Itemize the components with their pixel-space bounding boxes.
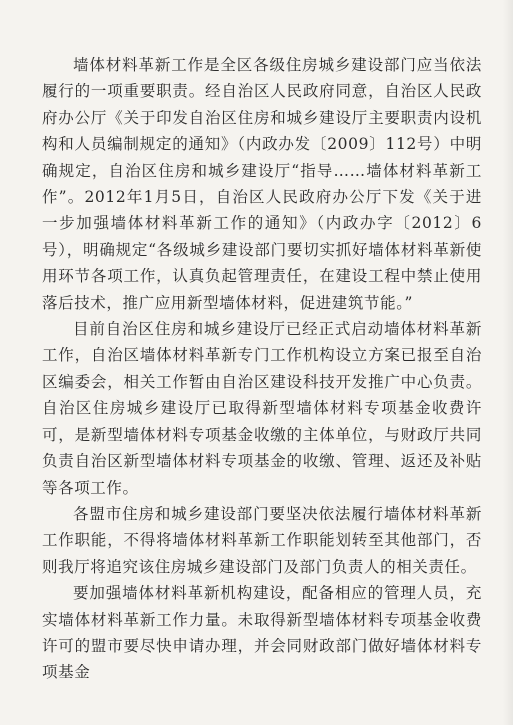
scan-edge-shadow <box>503 0 513 725</box>
paragraph-1: 墙体材料革新工作是全区各级住房城乡建设部门应当依法履行的一项重要职责。经自治区人民政府同意，自治区人民政府办公厅《关于印发自治区住房和城乡建设厅主要职责内设机构和人员编制规定的通知》（内政办发〔2009〕112号）中明确规定，自治区住房和城乡建设厅“指导……墙体材料革新工作”。2012年1月5日，自治区人民政府办公厅下发《关于进一步加强墙体材料革新工作的通知》（内政办字〔2012〕6号），明确规定“各级城乡建设部门要切实抓好墙体材料革新使用环节各项工作，认真负起管理责任，在建设工程中禁止使用落后技术，推广应用新型墙体材料，促进建筑节能。” <box>42 56 482 312</box>
document-body <box>42 52 482 686</box>
paragraph-2: 目前自治区住房和城乡建设厅已经正式启动墙体材料革新工作，自治区墙体材料革新专门工作机构设立方案已报至自治区编委会，相关工作暂由自治区建设科技开发推广中心负责。自治区住房城乡建设厅已取得新型墙体材料专项基金收费许可，是新型墙体材料专项基金收缴的主体单位，与财政厅共同负责自治区新型墙体材料专项基金的收缴、管理、返还及补贴等各项工作。 <box>42 320 482 497</box>
paragraph-3: 各盟市住房和城乡建设部门要坚决依法履行墙体材料革新工作职能，不得将墙体材料革新工作职能划转至其他部门，否则我厅将追究该住房城乡建设部门及部门负责人的相关责任。 <box>42 504 482 576</box>
paragraph-4: 要加强墙体材料革新机构建设，配备相应的管理人员，充实墙体材料革新工作力量。未取得新型墙体材料专项基金收费许可的盟市要尽快申请办理，并会同财政部门做好墙体材料专项基金 <box>42 584 482 682</box>
